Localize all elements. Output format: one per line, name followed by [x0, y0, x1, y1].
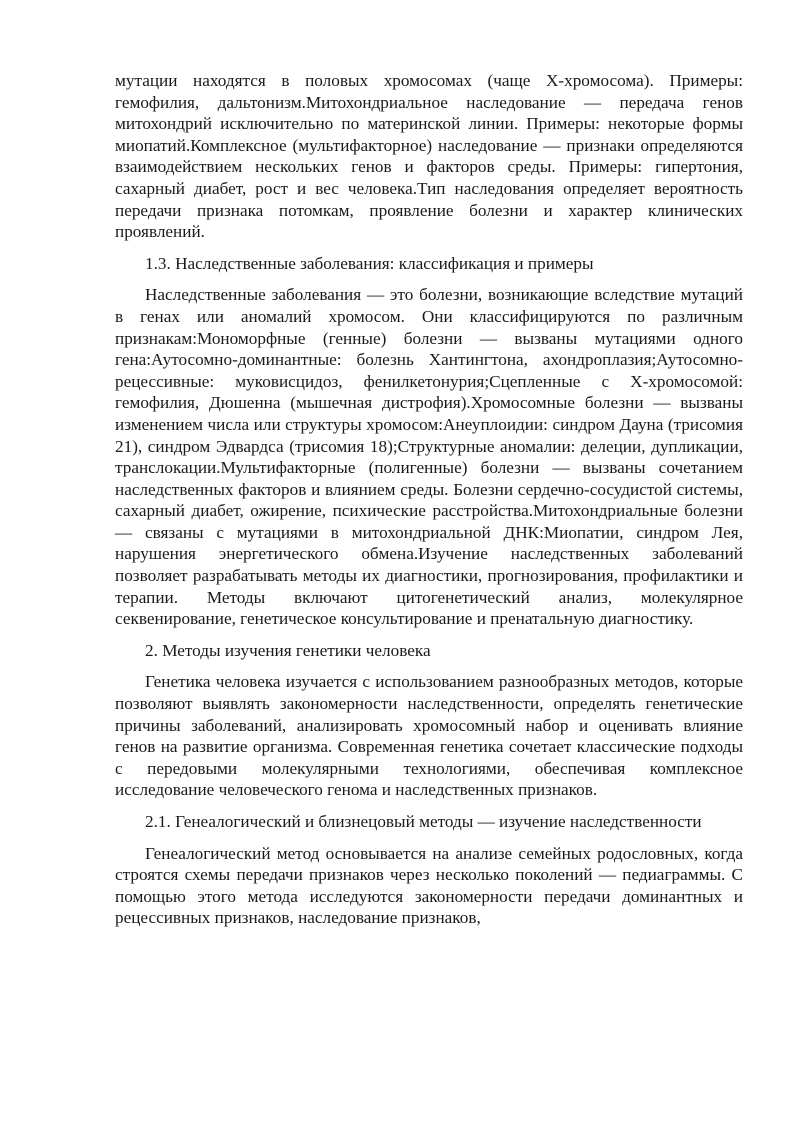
- paragraph-methods-overview: Генетика человека изучается с использованием разнообразных методов, которые позволяют выявлять закономерности наследственности, определять генетические причины заболеваний, анализировать хромосомный набор и оценивать влияние генов на развитие организма. Современная генетика сочетает классические подходы с передовыми молекулярными технологиями, обеспечивая комплексное исследование человеческого генома и наследственных признаков.: [115, 672, 743, 800]
- section-heading-1-3: 1.3. Наследственные заболевания: классификация и примеры: [145, 253, 594, 273]
- section-heading-2: 2. Методы изучения генетики человека: [145, 640, 431, 660]
- paragraph-genealogical-method: Генеалогический метод основывается на анализе семейных родословных, когда строятся схемы передачи признаков через несколько поколений — педиаграммы. С помощью этого метода исследуются закономерности передачи доминантных и рецессивных признаков, наследование признаков,: [115, 843, 743, 928]
- document-page: [115, 70, 743, 929]
- paragraph-hereditary-diseases: Наследственные заболевания — это болезни, возникающие вследствие мутаций в генах или аномалий хромосом. Они классифицируются по различным признакам:Мономорфные (генные) болезни — вызваны мутациями одного гена:Аутосомно-доминантные: болезнь Хантингтона, ахондроплазия;Аутосомно-рецессивные: муковисцидоз, фенилкетонурия;Сцепленные с X-хромосомой: гемофилия, Дюшенна (мышечная дистрофия).Хромосомные болезни — вызваны изменением числа или структуры хромосом:Анеуплоидии: синдром Дауна (трисомия 21), синдром Эдвардса (трисомия 18);Структурные аномалии: делеции, дупликации, транслокации.Мультифакторные (полигенные) болезни — вызваны сочетанием наследственных факторов и влиянием среды. Болезни сердечно-сосудистой системы, сахарный диабет, ожирение, психические расстройства.Митохондриальные болезни — связаны с мутациями в митохондриальной ДНК:Миопатии, синдром Лея, нарушения энергетического обмена.Изучение наследственных заболеваний позволяет разрабатывать методы их диагностики, прогнозирования, профилактики и терапии. Методы включают цитогенетический анализ, молекулярное секвенирование, генетическое консультирование и пренатальную диагностику.: [115, 285, 743, 629]
- paragraph-inheritance-types: мутации находятся в половых хромосомах (чаще X-хромосома). Примеры: гемофилия, дальтонизм.Митохондриальное наследование — передача генов митохондрий исключительно по материнской линии. Примеры: некоторые формы миопатий.Комплексное (мультифакторное) наследование — признаки определяются взаимодействием нескольких генов и факторов среды. Примеры: гипертония, сахарный диабет, рост и вес человека.Тип наследования определяет вероятность передачи признака потомкам, проявление болезни и характер клинических проявлений.: [115, 71, 743, 242]
- section-heading-2-1: 2.1. Генеалогический и близнецовый методы — изучение наследственности: [145, 812, 702, 831]
